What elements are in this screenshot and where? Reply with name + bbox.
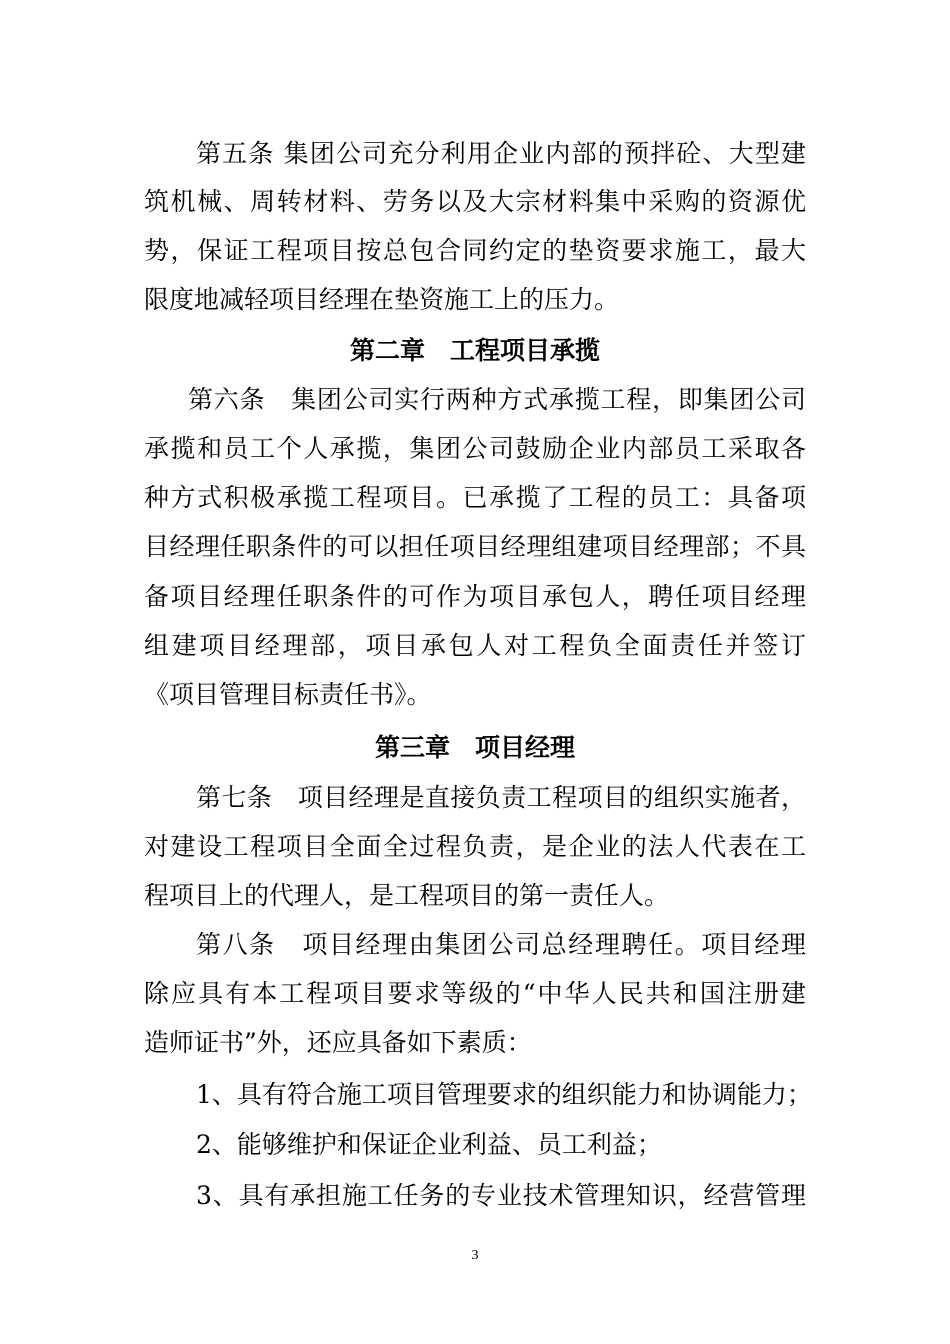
article6-line-6: 组建项目经理部，项目承包人对工程负全面责任并签订 [144,631,806,660]
article8-line-2: 除应具有本工程项目要求等级的“中华人民共和国注册建 [144,979,806,1008]
article7-line-2: 对建设工程项目全面全过程负责，是企业的法人代表在工 [144,832,806,861]
article6-line-5: 备项目经理任职条件的可作为项目承包人，聘任项目经理 [144,582,806,611]
list-item: 2、能够维护和保证企业利益、员工利益； [196,1130,662,1159]
article6-line-4: 目经理任职条件的可以担任项目经理组建项目经理部；不具 [144,532,806,561]
article5-line-3: 势，保证工程项目按总包合同约定的垫资要求施工，最大 [144,236,806,265]
article6-line-1: 第六条 集团公司实行两种方式承揽工程，即集团公司 [188,385,806,414]
article6-line-3: 种方式积极承揽工程项目。已承揽了工程的员工：具备项 [144,483,806,512]
chapter3-heading: 第三章 项目经理 [374,733,575,762]
article5-line-2: 筑机械、周转材料、劳务以及大宗材料集中采购的资源优 [144,187,806,216]
article7-line-3: 程项目上的代理人，是工程项目的第一责任人。 [144,881,670,910]
page-number: 3 [471,1248,479,1263]
article6-line-2: 承揽和员工个人承揽，集团公司鼓励企业内部员工采取各 [144,434,806,463]
chapter2-heading: 第二章 工程项目承揽 [349,336,600,365]
list-item: 1、具有符合施工项目管理要求的组织能力和协调能力； [196,1080,812,1109]
article8-line-1: 第八条 项目经理由集团公司总经理聘任。项目经理 [196,930,806,959]
list-item: 3、具有承担施工任务的专业技术管理知识，经营管理 [196,1181,806,1210]
article5-line-4: 限度地减轻项目经理在垫资施工上的压力。 [144,285,620,314]
article6-line-7: 《项目管理目标责任书》。 [144,680,432,709]
article8-line-3: 造师证书”外，还应具备如下素质： [144,1028,532,1057]
article5-line-1: 第五条 集团公司充分利用企业内部的预拌砼、大型建 [196,139,806,168]
article7-line-1: 第七条 项目经理是直接负责工程项目的组织实施者， [196,783,806,812]
